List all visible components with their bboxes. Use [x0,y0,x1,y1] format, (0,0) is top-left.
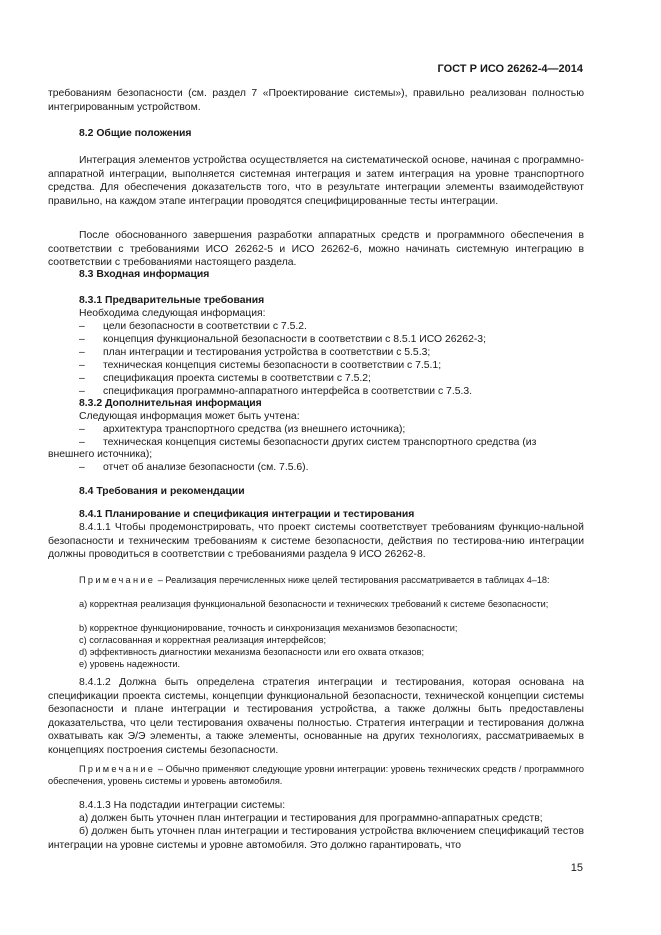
paragraph-8-4-1-3-item-a: а) должен быть уточнен план интеграции и тестирования для программно-аппаратных средств; [79,813,543,824]
note-1-item-e: e) уровень надежности. [79,659,181,669]
section-8-3-2-heading: 8.3.2 Дополнительная информация [79,398,262,409]
intro-paragraph: требованиям безопасности (см. раздел 7 «Проектирование системы»), правильно реализован полностью интегрированным устройством. [48,88,584,113]
page-number: 15 [570,862,583,874]
paragraph-8-4-1-3-item-b: б) должен быть уточнен план интеграции и тестирования устройства включением спецификаций тестов интеграции на уровне системы и уровне автомобиля. Это должно гарантировать, что [48,826,584,851]
section-8-2-heading: 8.2 Общие положения [79,128,192,139]
note-2 [48,763,584,787]
note-1 [48,574,584,586]
list-item: – спецификация проекта системы в соответствии с 7.5.2; [79,373,371,384]
list-item: – концепция функциональной безопасности в соответствии с 8.5.1 ИСО 26262-3; [79,334,486,345]
note-1-item-a: a) корректная реализация функциональной безопасности и технических требований к системе безопасности; [79,599,549,609]
note-text: – Реализация перечисленных ниже целей тестирования рассматривается в таблицах 4–18: [157,575,550,585]
note-1-item-c: c) согласованная и корректная реализация интерфейсов; [79,635,327,645]
note-text: – Обычно применяют следующие уровни интеграции: уровень технических средств / программного обеспечения, уровень системы и уровень автомобиля. [48,764,584,786]
list-item: – техническая концепция системы безопасности в соответствии с 7.5.1; [79,360,442,371]
section-8-2-paragraph-2: После обоснованного завершения разработки аппаратных средств и программного обеспечения в соответствии с требованиями ИСО 26262-5 и ИСО 26262-6, можно начинать системную интеграцию в соответствии с требованиями настоящего раздела. [48,230,584,269]
note-label: Примечание [79,764,156,774]
section-8-3-1-heading: 8.3.1 Предварительные требования [79,295,265,306]
paragraph-8-4-1-1: 8.4.1.1 Чтобы продемонстрировать, что проект системы соответствует требованиям функцио-нальной безопасности и техническим требованиям к системе безопасности, действия по тестирова-нию интеграции должны проводиться в соответствии с требованиями раздела 9 ИСО 26262-8. [48,522,584,561]
note-label: Примечание [79,575,156,585]
standard-header: ГОСТ Р ИСО 26262-4—2014 [437,63,583,75]
list-item: – план интеграции и тестирования устройства в соответствии с 5.5.3; [79,347,431,358]
section-8-3-1-lead: Необходима следующая информация: [79,308,266,319]
list-item: – архитектура транспортного средства (из внешнего источника); [79,424,406,435]
list-item: – спецификация программно-аппаратного интерфейса в соответствии с 7.5.3. [79,386,473,397]
list-item: – цели безопасности в соответствии с 7.5.2. [79,321,307,332]
list-item: – отчет об анализе безопасности (см. 7.5.6). [79,462,309,473]
section-8-4-heading: 8.4 Требования и рекомендации [79,486,245,497]
paragraph-8-4-1-2: 8.4.1.2 Должна быть определена стратегия интеграции и тестирования, которая основана на спецификации проекта системы, концепции функциональной безопасности, технической концепции системы безопасности и плане интеграции и тестирования устройства, а также должны быть предоставлены доказательства, что цели тестирования охвачены полностью. Стратегия интеграции и тестирования должна охватывать как Э/Э элементы, а также элементы, основанные на других технологиях, рассматриваемых в концепциях построения системы безопасности. [48,677,584,756]
list-item-continuation: внешнего источника); [48,449,153,460]
note-1-item-d: d) эффективность диагностики механизма безопасности или его охвата отказов; [79,647,425,657]
section-8-3-2-lead: Следующая информация может быть учтена: [79,411,300,422]
section-8-4-1-heading: 8.4.1 Планирование и спецификация интеграции и тестирования [79,509,415,520]
paragraph-8-4-1-3-lead: 8.4.1.3 На подстадии интеграции системы: [79,800,286,811]
section-8-2-paragraph-1: Интеграция элементов устройства осуществляется на систематической основе, начиная с программно-аппаратной интеграции, выполняется системная интеграция и затем интеграция на уровне транспортного средства. Для обеспечения доказательств того, что в результате интеграции элементы взаимодействуют правильно, на каждом этапе интеграции проводятся специфицированные тесты интеграции. [48,155,584,207]
list-item: – техническая концепция системы безопасности других систем транспортного средства (из [79,437,537,448]
section-8-3-heading: 8.3 Входная информация [79,269,210,280]
note-1-item-b: b) корректное функционирование, точность и синхронизация механизмов безопасности; [79,623,458,633]
